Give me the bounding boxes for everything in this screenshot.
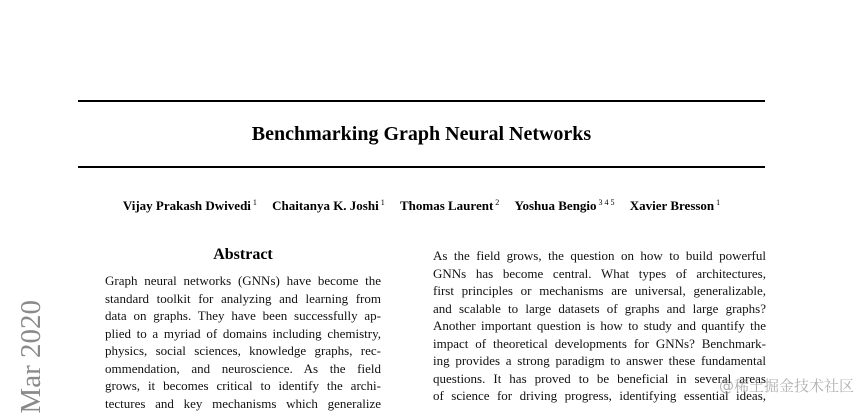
author-name: Xavier Bresson [629, 198, 715, 213]
author-affiliation: 3 4 5 [598, 197, 615, 207]
text-line: ing provides a strong paradigm to answer these fundamental [433, 353, 766, 368]
text-line: first principles or mechanisms are universal, generalizable, [433, 283, 766, 298]
watermark: @稀土掘金技术社区 [718, 377, 854, 395]
author-name: Vijay Prakash Dwivedi [122, 198, 251, 213]
text-line: As the field grows, the question on how to build powerful [433, 248, 766, 263]
author-name: Thomas Laurent [399, 198, 494, 213]
author [272, 198, 385, 213]
arxiv-date-stamp: Mar 2020 [15, 300, 47, 414]
text-line: data on graphs. They have been successfully ap- [105, 308, 381, 323]
text-line: plied to a myriad of domains including chemistry, [105, 325, 381, 341]
text-line: questions. It has proved to be beneficial in several areas [433, 370, 766, 386]
author-affiliation: 1 [252, 197, 257, 207]
text-line: physics, social sciences, knowledge graphs, rec- [105, 343, 381, 358]
text-line: ommendation, and neuroscience. As the field [105, 360, 381, 376]
title-rule-bottom [78, 166, 765, 168]
text-line: tectures and key mechanisms which generalize [105, 395, 381, 411]
author [515, 198, 615, 213]
author-name: Chaitanya K. Joshi [272, 198, 379, 213]
author [400, 198, 499, 213]
text-line: impact of theoretical developments for GNNs? Benchmark- [433, 335, 766, 351]
author [630, 198, 720, 213]
author-name: Yoshua Bengio [514, 198, 597, 213]
text-line: GNNs has become central. What types of architectures, [433, 265, 766, 281]
abstract-text [105, 272, 381, 412]
introduction-text [433, 247, 766, 405]
text-line: Graph neural networks (GNNs) have become the [105, 273, 381, 288]
abstract-heading: Abstract [213, 246, 273, 263]
paper-title: Benchmarking Graph Neural Networks [251, 123, 592, 145]
author-affiliation: 1 [716, 197, 721, 207]
text-line: standard toolkit for analyzing and learning from [105, 290, 381, 306]
text-line: of science for driving progress, identifying essential ideas, [433, 388, 766, 403]
author-affiliation: 2 [495, 197, 500, 207]
text-line: grows, it becomes critical to identify the archi- [105, 378, 381, 393]
author [123, 198, 257, 213]
author-list [78, 195, 765, 217]
text-line: and scalable to large datasets of graphs and large graphs? [433, 300, 766, 316]
text-line: Another important question is how to study and quantify the [433, 318, 766, 333]
title-rule-top [78, 100, 765, 102]
author-affiliation: 1 [380, 197, 385, 207]
